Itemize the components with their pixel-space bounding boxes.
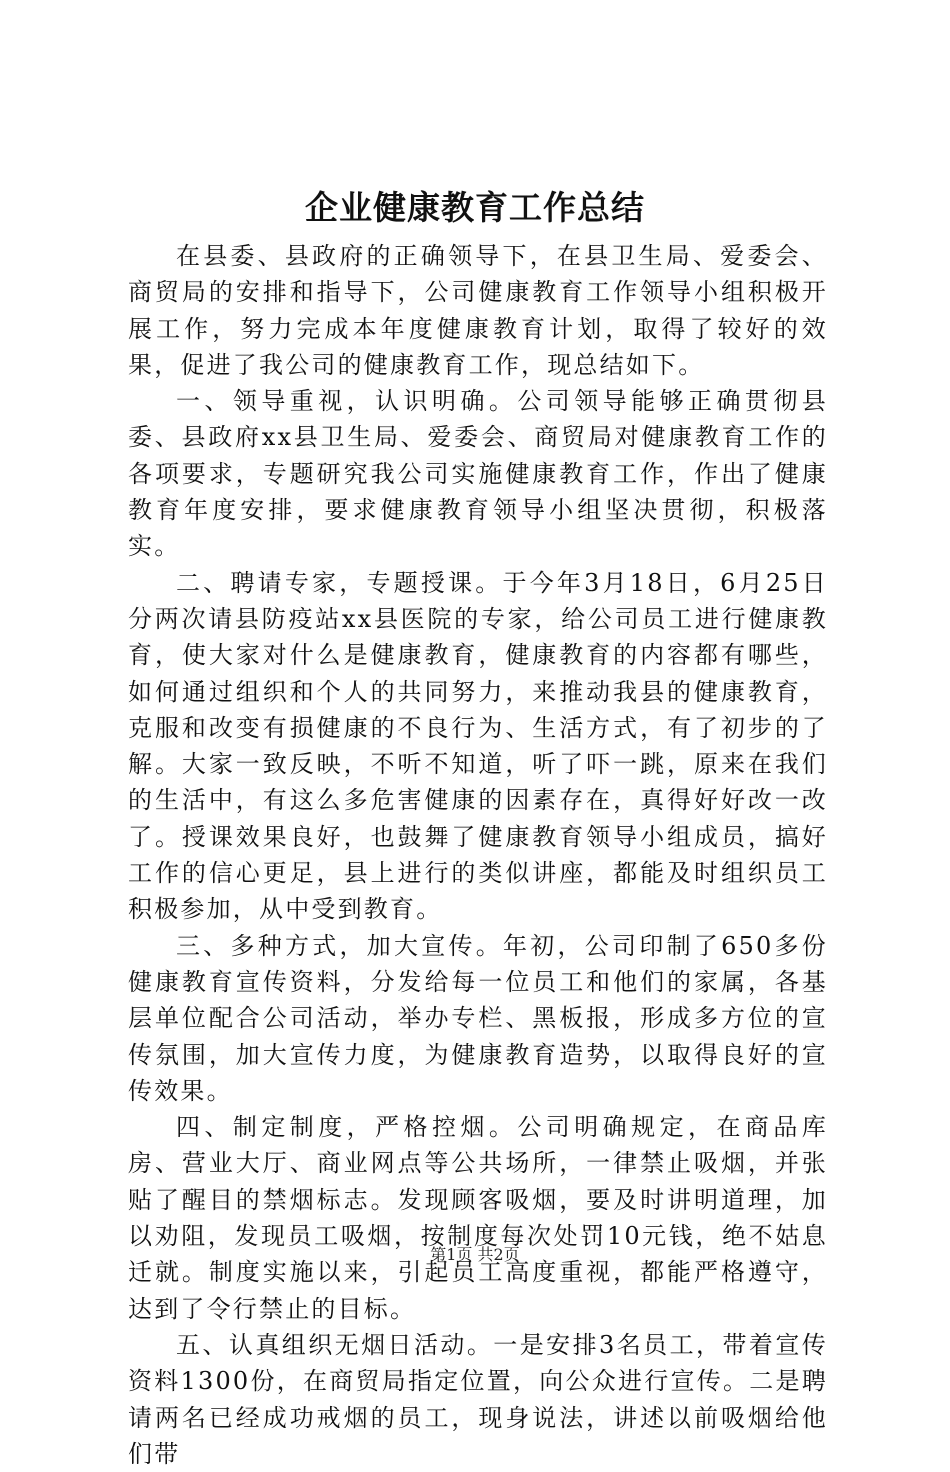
- document-title: 企业健康教育工作总结: [305, 188, 645, 227]
- section-3-paragraph: 三、多种方式，加大宣传。年初，公司印制了650多份健康教育宣传资料，分发给每一位员工和他们的家属，各基层单位配合公司活动，举办专栏、黑板报，形成多方位的宣传氛围，加大宣传力度，为健康教育造势，以取得良好的宣传效果。: [128, 931, 828, 1105]
- section-4-paragraph: 四、制定制度，严格控烟。公司明确规定，在商品库房、营业大厅、商业网点等公共场所，一律禁止吸烟，并张贴了醒目的禁烟标志。发现顾客吸烟，要及时讲明道理，加以劝阻，发现员工吸烟，按制度每次处罚10元钱，绝不姑息迁就。制度实施以来，引起员工高度重视，都能严格遵守，达到了令行禁止的目标。: [128, 1113, 828, 1323]
- section-5-paragraph: 五、认真组织无烟日活动。一是安排3名员工，带着宣传资料1300份，在商贸局指定位置，向公众进行宣传。二是聘请两名已经成功戒烟的员工，现身说法，讲述以前吸烟给他们带: [128, 1330, 828, 1468]
- page-number-footer: 第1页 共2页: [430, 1245, 520, 1264]
- document-body: [128, 238, 828, 1472]
- intro-paragraph: 在县委、县政府的正确领导下，在县卫生局、爱委会、商贸局的安排和指导下，公司健康教育工作领导小组积极开展工作，努力完成本年度健康教育计划，取得了较好的效果，促进了我公司的健康教育工作，现总结如下。: [128, 242, 828, 379]
- section-1-paragraph: 一、领导重视，认识明确。公司领导能够正确贯彻县委、县政府xx县卫生局、爱委会、商贸局对健康教育工作的各项要求，专题研究我公司实施健康教育工作，作出了健康教育年度安排，要求健康教育领导小组坚决贯彻，积极落实。: [128, 387, 828, 561]
- section-2-paragraph: 二、聘请专家，专题授课。于今年3月18日，6月25日分两次请县防疫站xx县医院的专家，给公司员工进行健康教育，使大家对什么是健康教育，健康教育的内容都有哪些，如何通过组织和个人的共同努力，来推动我县的健康教育，克服和改变有损健康的不良行为、生活方式，有了初步的了解。大家一致反映，不听不知道，听了吓一跳，原来在我们的生活中，有这么多危害健康的因素存在，真得好好改一改了。授课效果良好，也鼓舞了健康教育领导小组成员，搞好工作的信心更足，县上进行的类似讲座，都能及时组织员工积极参加，从中受到教育。: [128, 568, 828, 924]
